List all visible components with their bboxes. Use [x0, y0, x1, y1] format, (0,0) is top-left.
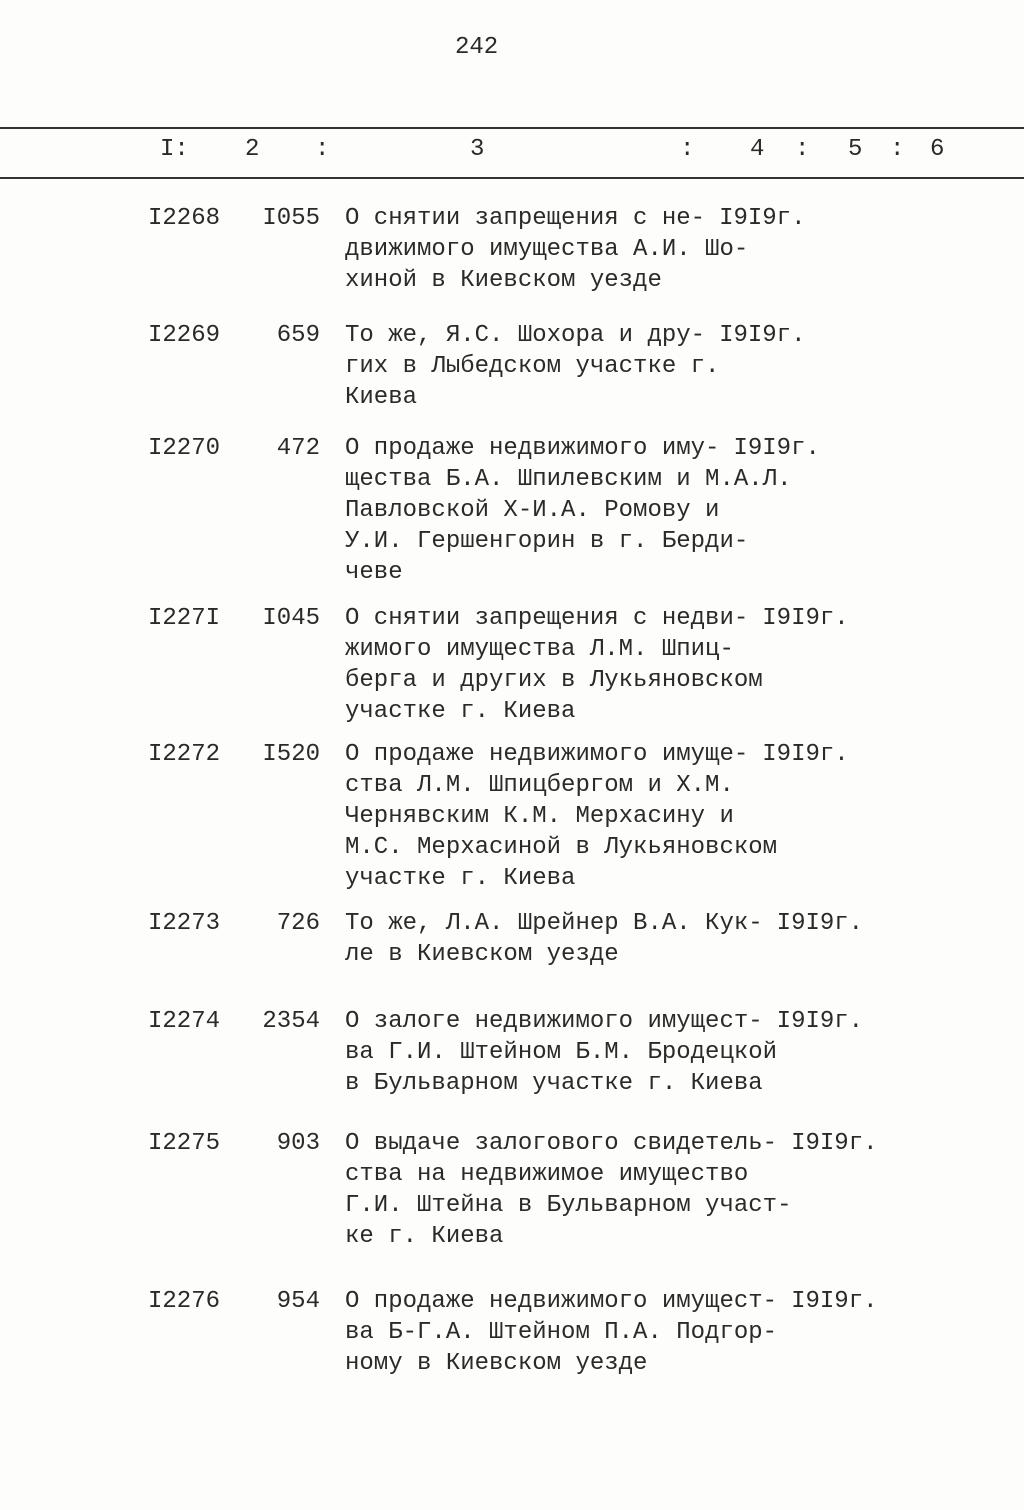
description-line [345, 203, 805, 234]
description-line [345, 1159, 878, 1190]
line-text: То же, Л.А. Шрейнер В.А. Кук- [345, 910, 763, 937]
entry-case-pages: I045 [262, 605, 320, 632]
entry-case-pages: 726 [276, 910, 320, 937]
line-text: О залоге недвижимого имущест- [345, 1008, 763, 1035]
entry-description [345, 1128, 878, 1252]
entry-year: I9I9г. [776, 910, 864, 937]
entry-number: I2268 [148, 205, 221, 232]
line-text: ва Б-Г.А. Штейном П.А. Подгор- [345, 1319, 778, 1346]
description-line [345, 351, 805, 382]
description-line [345, 557, 820, 588]
description-line [345, 495, 820, 526]
line-text: движимого имущества А.И. Шо- [345, 236, 749, 263]
line-text: О снятии запрещения с не- [345, 205, 706, 232]
entry-year: I9I9г. [791, 1288, 878, 1315]
description-line [345, 770, 849, 801]
line-text: О продаже недвижимого имуще- [345, 741, 749, 768]
description-line [345, 234, 805, 265]
entry-number: I2269 [148, 322, 221, 349]
description-line [345, 863, 849, 894]
page-number: 242 [455, 34, 499, 61]
entry-description [345, 1286, 878, 1379]
entry-case-pages: 954 [276, 1288, 320, 1315]
entry-case-pages: I520 [262, 741, 320, 768]
line-text: ке г. Киева [345, 1223, 504, 1250]
line-text: ле в Киевском уезде [345, 941, 619, 968]
entry-description [345, 603, 849, 727]
line-text: М.С. Мерхасиной в Лукьяновском [345, 834, 778, 861]
header-sep: : [795, 136, 810, 163]
description-line [345, 603, 849, 634]
entry-description [345, 1006, 863, 1099]
description-line [345, 634, 849, 665]
entry-number: I2275 [148, 1130, 221, 1157]
line-text: ства Л.М. Шпицбергом и Х.М. [345, 772, 734, 799]
entry-case-pages: I055 [262, 205, 320, 232]
description-line [345, 320, 805, 351]
line-text: Киева [345, 384, 418, 411]
header-col-3: 3 [470, 136, 485, 163]
header-col-4: 4 [750, 136, 765, 163]
entry-description [345, 203, 805, 296]
entry-year: I9I9г. [719, 205, 806, 232]
header-col-6: 6 [930, 136, 945, 163]
line-text: Г.И. Штейна в Бульварном участ- [345, 1192, 792, 1219]
entry-description [345, 320, 805, 413]
line-text: участке г. Киева [345, 698, 576, 725]
entry-number: I2272 [148, 741, 221, 768]
entry-number: I2276 [148, 1288, 221, 1315]
description-line [345, 739, 849, 770]
entry-year: I9I9г. [776, 1008, 864, 1035]
entry-year: I9I9г. [733, 435, 820, 462]
entry-year: I9I9г. [762, 605, 849, 632]
line-text: Павловской Х-И.А. Ромову и [345, 497, 720, 524]
line-text: гих в Лыбедском участке г. [345, 353, 720, 380]
header-sep: : [680, 136, 695, 163]
entry-year: I9I9г. [762, 741, 849, 768]
description-line [345, 433, 820, 464]
entry-number: I227I [148, 605, 221, 632]
description-line [345, 526, 820, 557]
description-line [345, 1190, 878, 1221]
line-text: У.И. Гершенгорин в г. Берди- [345, 528, 749, 555]
description-line [345, 1068, 863, 1099]
header-sep: : [890, 136, 905, 163]
header-col-1: I: [160, 136, 189, 163]
description-line [345, 382, 805, 413]
line-text: ному в Киевском уезде [345, 1350, 648, 1377]
entry-description [345, 908, 863, 970]
line-text: в Бульварном участке г. Киева [345, 1070, 763, 1097]
entry-year: I9I9г. [791, 1130, 878, 1157]
description-line [345, 1221, 878, 1252]
description-line [345, 939, 863, 970]
description-line [345, 832, 849, 863]
line-text: чеве [345, 559, 403, 586]
description-line [345, 1037, 863, 1068]
line-text: берга и других в Лукьяновском [345, 667, 763, 694]
description-line [345, 1286, 878, 1317]
description-line [345, 1317, 878, 1348]
description-line [345, 265, 805, 296]
description-line [345, 1128, 878, 1159]
line-text: жимого имущества Л.М. Шпиц- [345, 636, 734, 663]
line-text: О продаже недвижимого имущест- [345, 1288, 778, 1315]
line-text: О выдаче залогового свидетель- [345, 1130, 778, 1157]
entry-description [345, 433, 820, 588]
header-sep: : [315, 136, 330, 163]
line-text: О продаже недвижимого иму- [345, 435, 720, 462]
entry-number: I2274 [148, 1008, 221, 1035]
line-text: участке г. Киева [345, 865, 576, 892]
description-line [345, 696, 849, 727]
description-line [345, 1006, 863, 1037]
line-text: ства на недвижимое имущество [345, 1161, 749, 1188]
line-text: То же, Я.С. Шохора и дру- [345, 322, 706, 349]
description-line [345, 801, 849, 832]
line-text: щества Б.А. Шпилевским и М.А.Л. [345, 466, 792, 493]
entry-case-pages: 659 [276, 322, 320, 349]
description-line [345, 464, 820, 495]
header-top-rule [0, 127, 1024, 129]
description-line [345, 908, 863, 939]
line-text: хиной в Киевском уезде [345, 267, 662, 294]
description-line [345, 1348, 878, 1379]
line-text: ва Г.И. Штейном Б.М. Бродецкой [345, 1039, 778, 1066]
entry-case-pages: 2354 [262, 1008, 320, 1035]
line-text: О снятии запрещения с недви- [345, 605, 749, 632]
description-line [345, 665, 849, 696]
entry-number: I2270 [148, 435, 221, 462]
entry-case-pages: 903 [276, 1130, 320, 1157]
entry-year: I9I9г. [719, 322, 806, 349]
entry-number: I2273 [148, 910, 221, 937]
entry-description [345, 739, 849, 894]
header-bottom-rule [0, 177, 1024, 179]
header-col-2: 2 [245, 136, 260, 163]
entry-case-pages: 472 [276, 435, 320, 462]
line-text: Чернявским К.М. Мерхасину и [345, 803, 734, 830]
header-col-5: 5 [848, 136, 863, 163]
